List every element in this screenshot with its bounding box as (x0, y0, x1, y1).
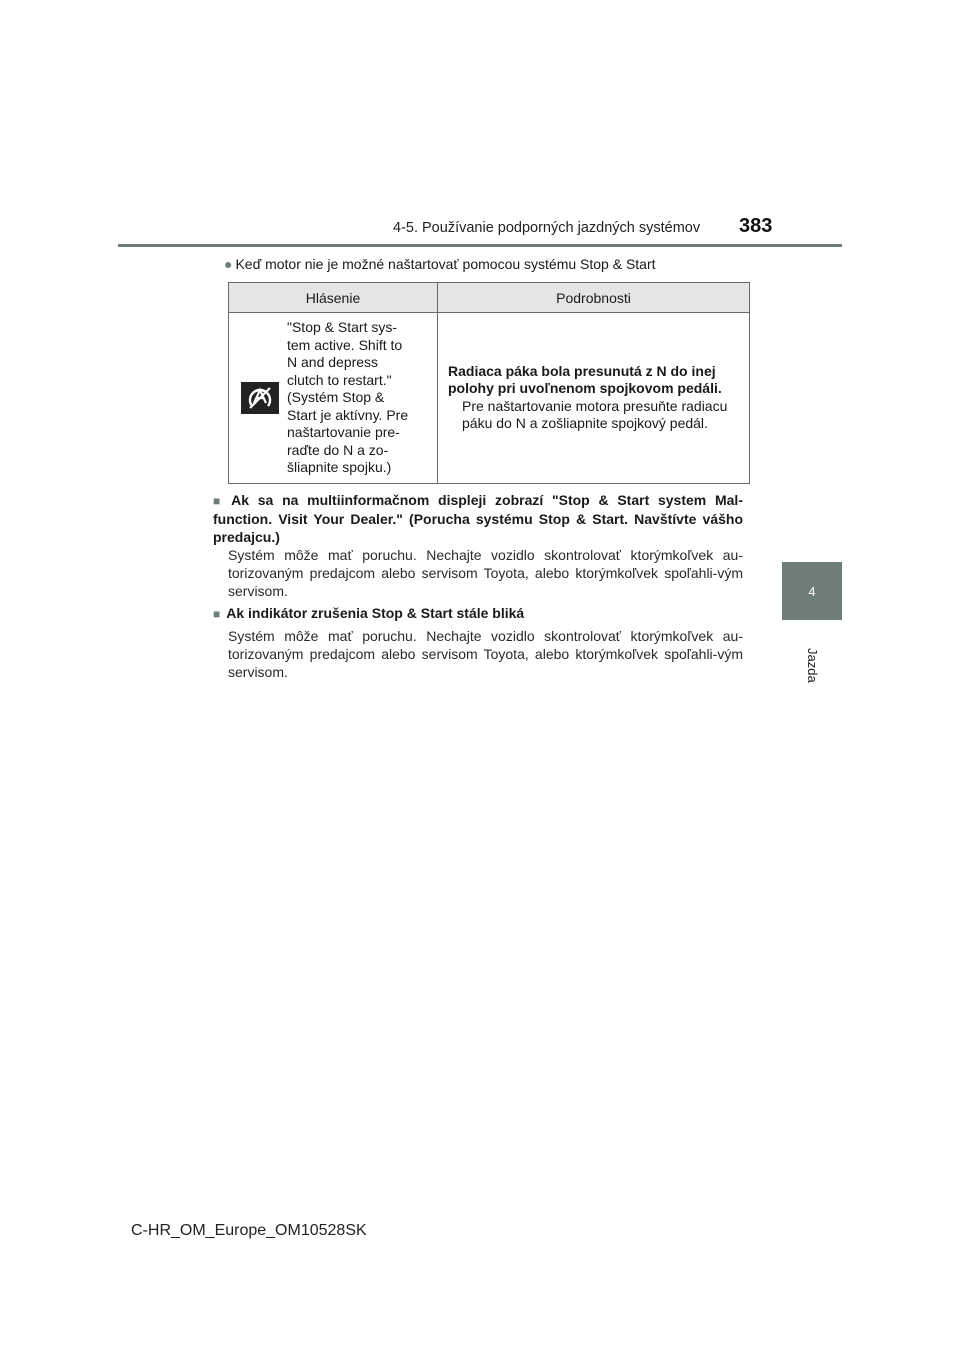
message-text (287, 319, 408, 477)
message-line: šliapnite spojku.) (287, 459, 392, 475)
message-line: "Stop & Start sys- (287, 319, 398, 335)
header-section-title: 4-5. Používanie podporných jazdných systémov (393, 220, 701, 236)
footer-doc-id: C-HR_OM_Europe_OM10528SK (131, 1222, 367, 1239)
detail-cell (438, 313, 750, 484)
message-line: tem active. Shift to (287, 336, 403, 353)
section-title-malfunction (213, 491, 743, 546)
table-header-row (229, 283, 750, 313)
stop-start-glyph-icon (245, 384, 275, 412)
message-line: Start je aktívny. Pre (287, 406, 409, 423)
chapter-tab (782, 562, 842, 620)
stop-start-warning-icon (241, 382, 279, 414)
detail-action-line: Pre naštartovanie motora presuňte radiacu (462, 397, 728, 414)
detail-cause-line: Radiaca páka bola presunutá z N do inej (448, 362, 716, 379)
message-line: (Systém Stop & (287, 389, 385, 405)
section-title-text: Ak indikátor zrušenia Stop & Start stále bliká (226, 605, 525, 621)
message-wrap (235, 319, 433, 477)
table-header-message: Hlásenie (229, 283, 438, 313)
section-body-indicator: Systém môže mať poruchu. Nechajte vozidlo skontrolovať ktorýmkoľvek au-torizovaným predajcom alebo servisom Toyota, alebo ktorýmkoľvek spoľahli-vým servisom. (228, 628, 743, 680)
message-line: naštartovanie pre- (287, 424, 400, 440)
bullet-dot-icon: ● (224, 256, 233, 272)
section-body-malfunction: Systém môže mať poruchu. Nechajte vozidlo skontrolovať ktorýmkoľvek au-torizovaným predajcom alebo servisom Toyota, alebo ktorýmkoľvek spoľahli-vým servisom. (228, 547, 743, 599)
bullet-item (224, 256, 656, 272)
header-divider (118, 244, 842, 247)
chapter-number: 4 (808, 583, 816, 599)
section-title-indicator (213, 604, 743, 623)
table-row (229, 313, 750, 484)
message-line: raďte do N a zo- (287, 441, 389, 458)
message-line: clutch to restart." (287, 371, 392, 388)
message-line: N and depress (287, 354, 379, 370)
detail-action-line: páku do N a zošliapnite spojkový pedál. (462, 415, 708, 432)
page-number: 383 (739, 215, 773, 237)
bullet-text: Keď motor nie je možné naštartovať pomocou systému Stop & Start (235, 256, 656, 272)
message-table (228, 282, 750, 484)
square-bullet-icon: ■ (213, 494, 226, 508)
message-cell (229, 313, 438, 484)
chapter-label: Jazda (805, 648, 820, 683)
square-bullet-icon: ■ (213, 607, 221, 621)
detail-cause-line: polohy pri uvoľnenom spojkovom pedáli. (448, 380, 722, 397)
table-header-details: Podrobnosti (438, 283, 750, 313)
section-title-text: Ak sa na multiinformačnom displeji zobrazí "Stop & Start system Mal-function. Visit Your Dealer." (Porucha systému Stop & Start. Navštívte vášho predajcu.) (213, 492, 743, 545)
